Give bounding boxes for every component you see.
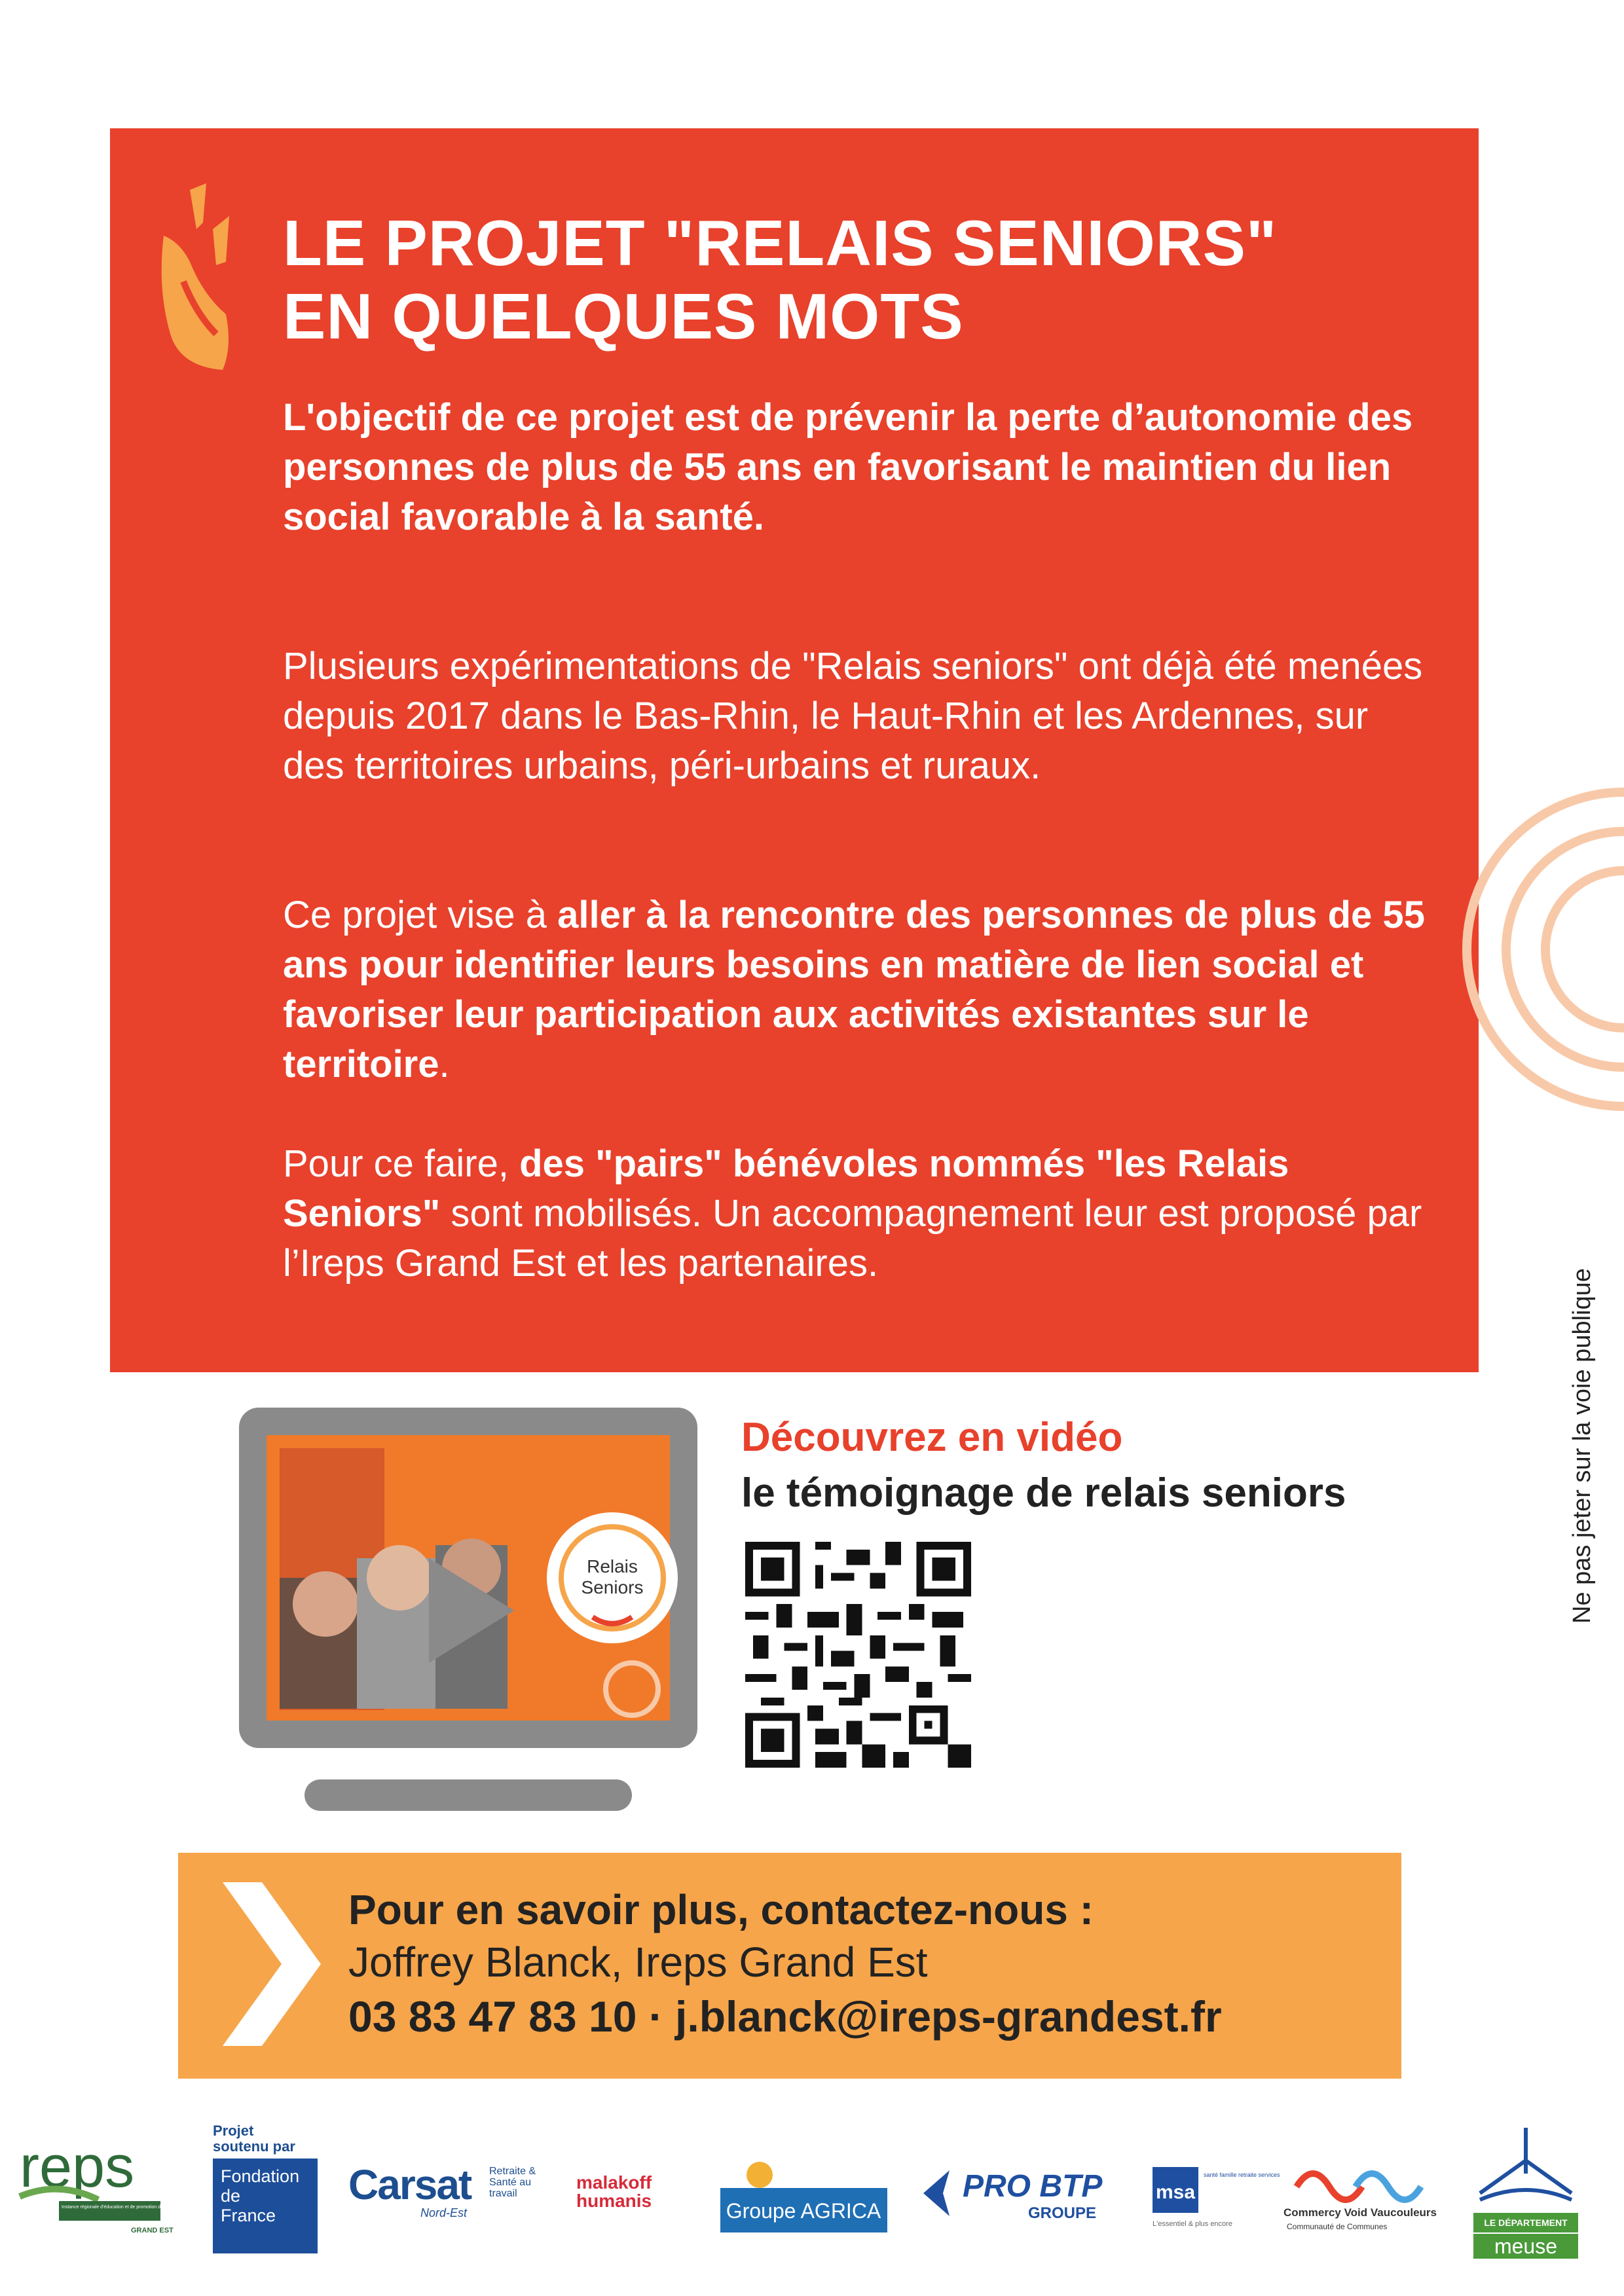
chevron-right-icon xyxy=(223,1882,321,2046)
aim-highlight: aller à la rencontre des personnes de plus de 55 ans pour identifier leurs besoins en matière de lien social et favoriser leur participation aux activités existantes sur le territoire xyxy=(283,894,1425,1085)
thumb-logo-line-1: Relais xyxy=(587,1556,638,1576)
carsat-name: Carsat xyxy=(348,2161,471,2208)
side-note: Ne pas jeter sur la voie publique xyxy=(1568,1268,1596,1624)
volunteers-intro: Pour ce faire, xyxy=(283,1142,520,1185)
volunteers-highlight: des "pairs" bénévoles nommés "les Relais Seniors" xyxy=(283,1142,1289,1235)
msa-tag: L'essentiel & plus encore xyxy=(1153,2220,1232,2228)
fdf-line-2: de xyxy=(221,2186,241,2206)
contact-title: Pour en savoir plus, contactez-nous : xyxy=(348,1886,1094,1933)
fdf-line-3: France xyxy=(221,2206,276,2225)
ireps-logo-text: reps xyxy=(20,2134,135,2200)
groupe-agrica-logo xyxy=(720,2160,887,2232)
msa-side: santé famille retraite services xyxy=(1204,2172,1280,2178)
aim-intro: Ce projet vise à xyxy=(283,894,558,936)
commercy-name: Commercy Void Vaucouleurs xyxy=(1283,2206,1437,2219)
malakoff-humanis-logo xyxy=(576,2174,652,2210)
ireps-logo xyxy=(20,2134,181,2239)
malakoff-line-1: malakoff xyxy=(576,2172,652,2193)
carsat-sub: Nord-Est xyxy=(420,2206,468,2219)
thumb-logo-line-2: Seniors xyxy=(581,1577,644,1597)
contact-phone-email[interactable]: 03 83 47 83 10 · j.blanck@ireps-grandest.fr xyxy=(348,1992,1222,2041)
volunteers-paragraph xyxy=(283,1139,1435,1288)
meuse-line-1: LE DÉPARTEMENT xyxy=(1484,2217,1568,2228)
malakoff-line-2: humanis xyxy=(576,2191,652,2211)
title-line-1: LE PROJET "RELAIS SENIORS" xyxy=(283,207,1278,279)
carsat-logo xyxy=(348,2160,536,2219)
video-subheading: le témoignage de relais seniors xyxy=(741,1470,1346,1516)
probtp-sub: GROUPE xyxy=(1028,2204,1097,2222)
meuse-line-2: meuse xyxy=(1494,2234,1558,2258)
meuse-logo xyxy=(1473,2121,1578,2259)
pro-btp-logo xyxy=(917,2160,1113,2226)
ireps-region: GRAND EST xyxy=(131,2227,174,2234)
video-thumbnail[interactable] xyxy=(239,1408,710,1827)
aim-paragraph xyxy=(283,890,1435,1089)
aim-end: . xyxy=(439,1043,450,1085)
qr-code[interactable] xyxy=(745,1542,971,1768)
agrica-text: Groupe AGRICA xyxy=(726,2199,881,2223)
supported-label: Projet soutenu par xyxy=(213,2123,295,2155)
experiments-paragraph: Plusieurs expérimentations de "Relais seniors" ont déjà été menées depuis 2017 dans le Bas-Rhin, le Haut-Rhin et les Ardennes, sur des territoires urbains, péri-urbains et ruraux. xyxy=(283,645,1423,787)
msa-text: msa xyxy=(1155,2181,1196,2203)
probtp-text: PRO BTP xyxy=(963,2169,1103,2204)
page-title xyxy=(283,206,1449,353)
ireps-tagline: Instance régionale d'éducation et de promotion de la santé xyxy=(62,2205,181,2210)
title-line-2: EN QUELQUES MOTS xyxy=(283,280,964,352)
commercy-logo xyxy=(1283,2154,1447,2232)
hand-logo-icon xyxy=(151,183,236,373)
objective-paragraph: L'objectif de ce projet est de prévenir la perte d’autonomie des personnes de plus de 55 ans en favorisant le maintien du lien social favorable à la santé. xyxy=(283,396,1413,538)
video-heading: Découvrez en vidéo xyxy=(741,1415,1123,1460)
commercy-sub: Communauté de Communes xyxy=(1287,2222,1388,2231)
contact-name: Joffrey Blanck, Ireps Grand Est xyxy=(348,1939,928,1986)
volunteers-end: sont mobilisés. Un accompagnement leur est proposé par l’Ireps Grand Est et les partenaires. xyxy=(283,1192,1422,1285)
carsat-side: Retraite & Santé au travail xyxy=(489,2166,536,2199)
concentric-arcs-icon xyxy=(1408,786,1624,1113)
fdf-line-1: Fondation xyxy=(221,2166,300,2186)
fondation-de-france-logo xyxy=(213,2159,318,2253)
msa-logo xyxy=(1153,2160,1280,2232)
